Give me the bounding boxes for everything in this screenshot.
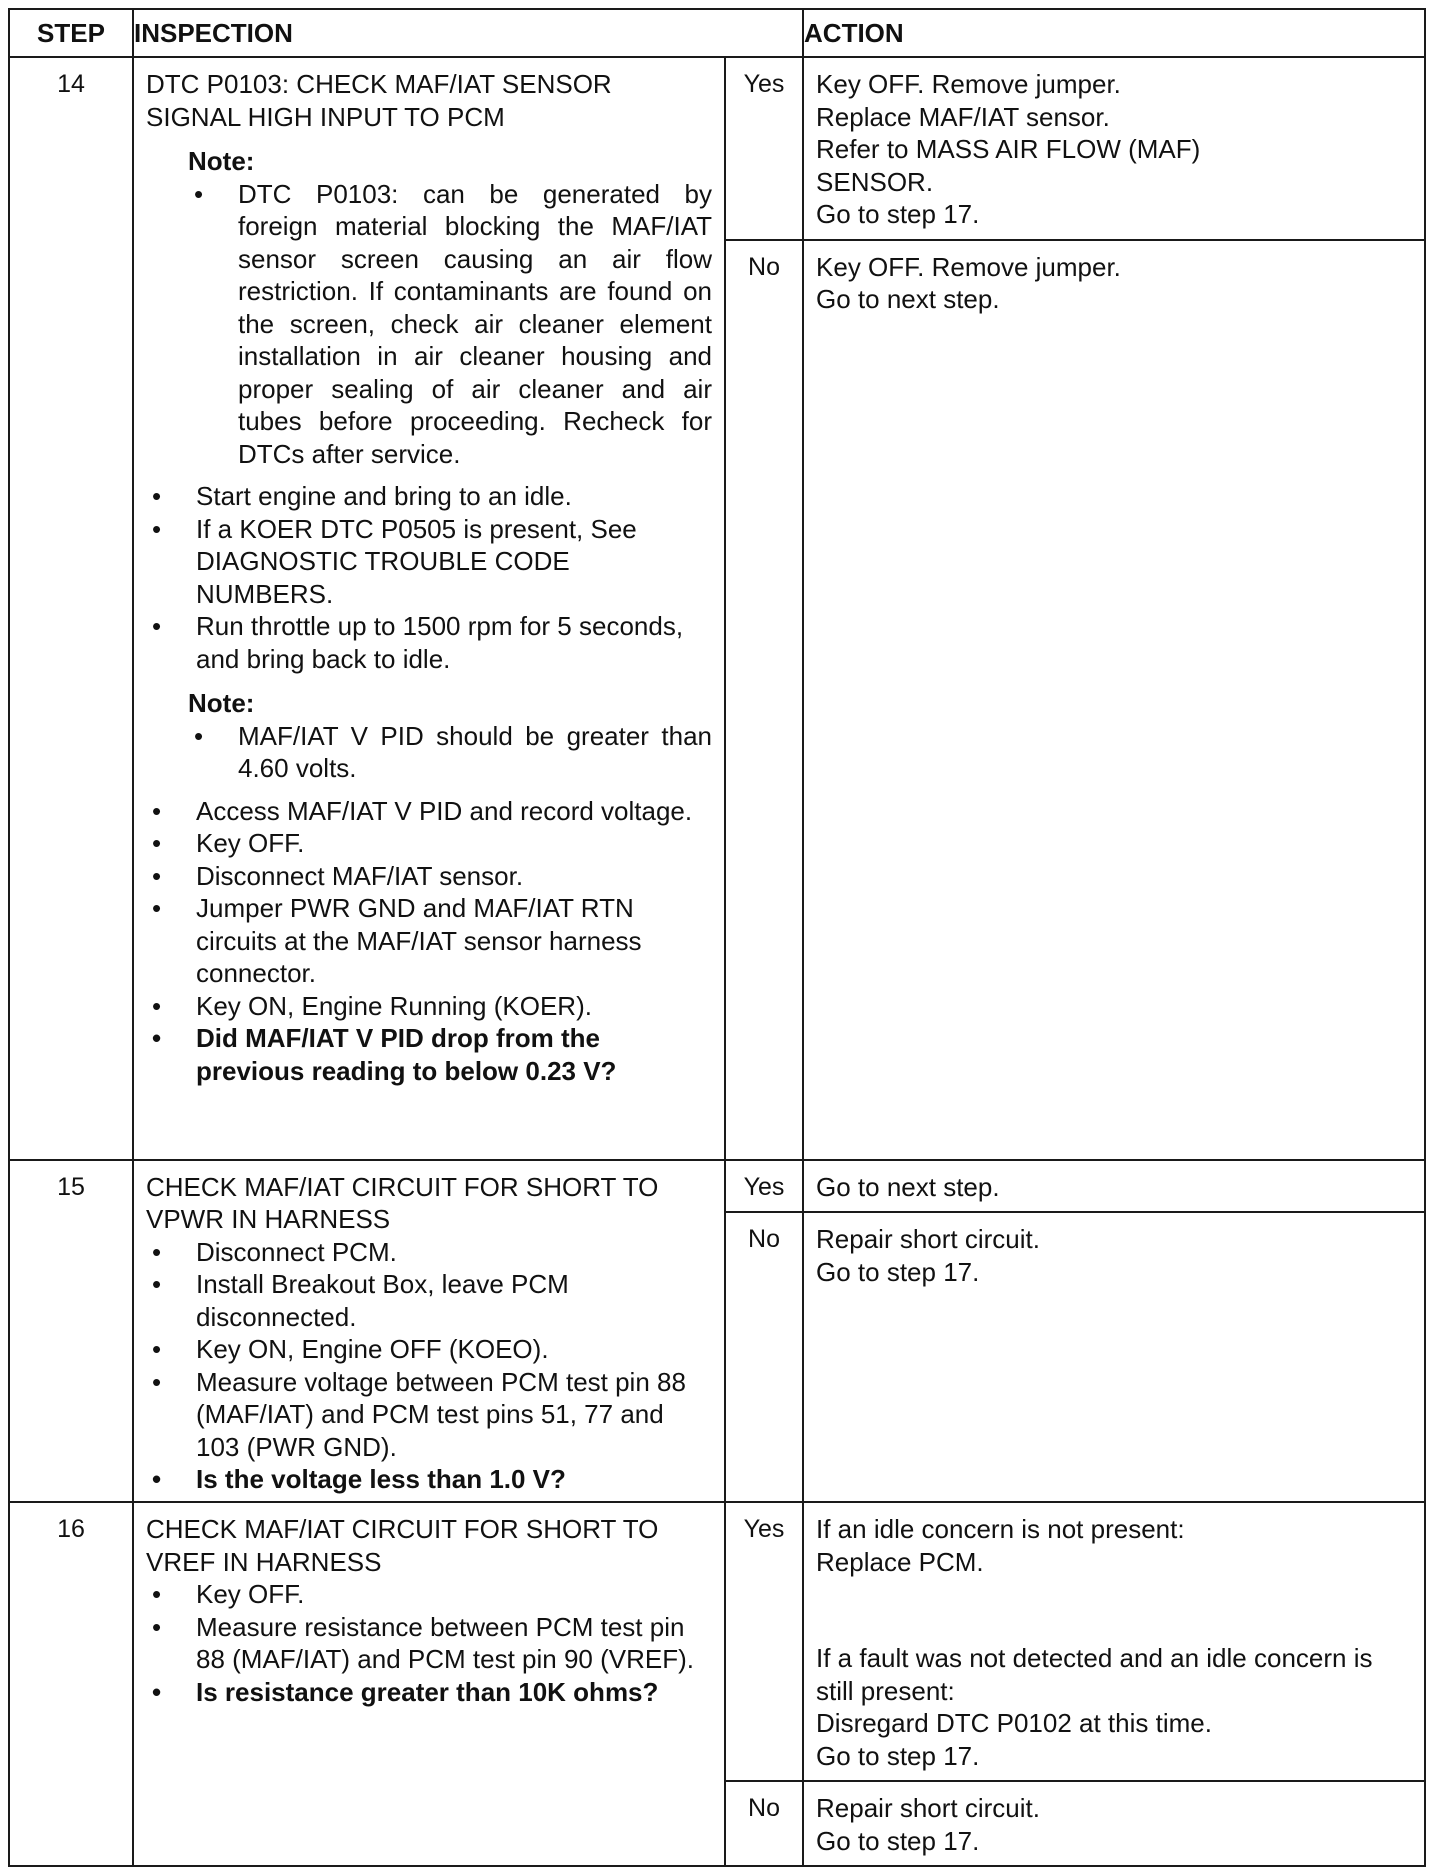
action-no [803,1212,1425,1502]
list-item: • Disconnect MAF/IAT sensor. [146,860,712,893]
note-block [188,687,712,785]
list-item: • Key OFF. [146,1578,712,1611]
action-yes [803,1502,1425,1781]
question-item: • Is the voltage less than 1.0 V? [146,1463,712,1496]
diagnostic-table [8,8,1426,1867]
no-label: No [725,1781,803,1866]
table-row-step-16-yes [9,1502,1425,1781]
action-line: Go to step 17. [816,199,980,229]
header-inspection: INSPECTION [133,9,803,57]
action-yes [803,1160,1425,1213]
list-item: • Key ON, Engine OFF (KOEO). [146,1333,712,1366]
action-line: Repair short circuit. [816,1793,1040,1823]
inspection-title-line: CHECK MAF/IAT CIRCUIT FOR SHORT TO [146,1171,659,1202]
list-item: • Start engine and bring to an idle. [146,480,712,513]
procedure-list [146,795,712,1088]
action-line: Disregard DTC P0102 at this time. [816,1708,1212,1738]
header-step: STEP [9,9,133,57]
list-item: • If a KOER DTC P0505 is present, See DIAGNOSTIC TROUBLE CODE NUMBERS. [146,513,712,611]
action-line: SENSOR. [816,166,934,197]
action-no [803,1781,1425,1866]
list-item: • Run throttle up to 1500 rpm for 5 seconds, and bring back to idle. [146,610,712,675]
no-label: No [725,240,803,1160]
action-line: Replace PCM. [816,1546,984,1577]
yes-label: Yes [725,1502,803,1781]
action-no [803,240,1425,1160]
action-line: Replace MAF/IAT sensor. [816,101,1110,132]
diagnostic-table-page [8,8,1424,1856]
list-item: • Key ON, Engine Running (KOER). [146,990,712,1023]
inspection-title-line: SIGNAL HIGH INPUT TO PCM [146,101,505,132]
question-item: • Is resistance greater than 10K ohms? [146,1676,712,1709]
yes-label: Yes [725,57,803,240]
step-number: 14 [9,57,133,1160]
list-item: • Access MAF/IAT V PID and record voltage. [146,795,712,828]
action-yes [803,57,1425,240]
list-item: • Measure voltage between PCM test pin 88 (MAF/IAT) and PCM test pins 51, 77 and 103 (PWR GND). [146,1366,712,1464]
list-item: • Key OFF. [146,827,712,860]
inspection-title-line: CHECK MAF/IAT CIRCUIT FOR SHORT TO [146,1514,659,1544]
table-header-row [9,9,1425,57]
no-label: No [725,1212,803,1502]
action-line: Key OFF. Remove jumper. [816,69,1121,99]
list-item: • Install Breakout Box, leave PCM disconnected. [146,1268,712,1333]
action-line: If a fault was not detected and an idle concern is still present: [816,1643,1373,1706]
note-text: • DTC P0103: can be generated by foreign material blocking the MAF/IAT sensor screen causing an air flow restriction. If contaminants are found on the screen, check air cleaner element installation in air cleaner housing and proper sealing of air cleaner and air tubes before proceeding. Recheck for DTCs after service. [188,178,712,471]
action-line: Go to step 17. [816,1740,980,1771]
inspection-title-line: DTC P0103: CHECK MAF/IAT SENSOR [146,69,612,99]
action-line: Refer to MASS AIR FLOW (MAF) [816,134,1201,164]
action-line: Go to next step. [816,1171,1000,1202]
list-item: • Disconnect PCM. [146,1236,712,1269]
list-item: • Jumper PWR GND and MAF/IAT RTN circuits at the MAF/IAT sensor harness connector. [146,892,712,990]
table-row-step-15-yes [9,1160,1425,1213]
list-item: • Measure resistance between PCM test pin 88 (MAF/IAT) and PCM test pin 90 (VREF). [146,1611,712,1676]
action-line: Key OFF. Remove jumper. [816,251,1121,282]
inspection-title-line: VPWR IN HARNESS [146,1204,391,1234]
procedure-list [146,1236,712,1496]
step-number: 15 [9,1160,133,1503]
procedure-list [146,480,712,675]
note-title: Note: [188,688,255,718]
note-block [188,145,712,470]
inspection-title-line: VREF IN HARNESS [146,1546,382,1577]
inspection-step-15 [133,1160,725,1503]
action-line: Go to next step. [816,284,1000,314]
note-title: Note: [188,146,255,176]
table-row-step-14-yes [9,57,1425,240]
action-line: If an idle concern is not present: [816,1514,1185,1544]
action-line: Repair short circuit. [816,1224,1040,1254]
action-line: Go to step 17. [816,1825,980,1856]
procedure-list [146,1578,712,1708]
header-action: ACTION [803,9,1425,57]
step-number: 16 [9,1502,133,1866]
inspection-step-14 [133,57,725,1160]
note-text: • MAF/IAT V PID should be greater than 4.60 volts. [188,720,712,785]
action-line: Go to step 17. [816,1256,980,1287]
question-item: • Did MAF/IAT V PID drop from the previous reading to below 0.23 V? [146,1022,712,1087]
inspection-step-16 [133,1502,725,1866]
yes-label: Yes [725,1160,803,1213]
